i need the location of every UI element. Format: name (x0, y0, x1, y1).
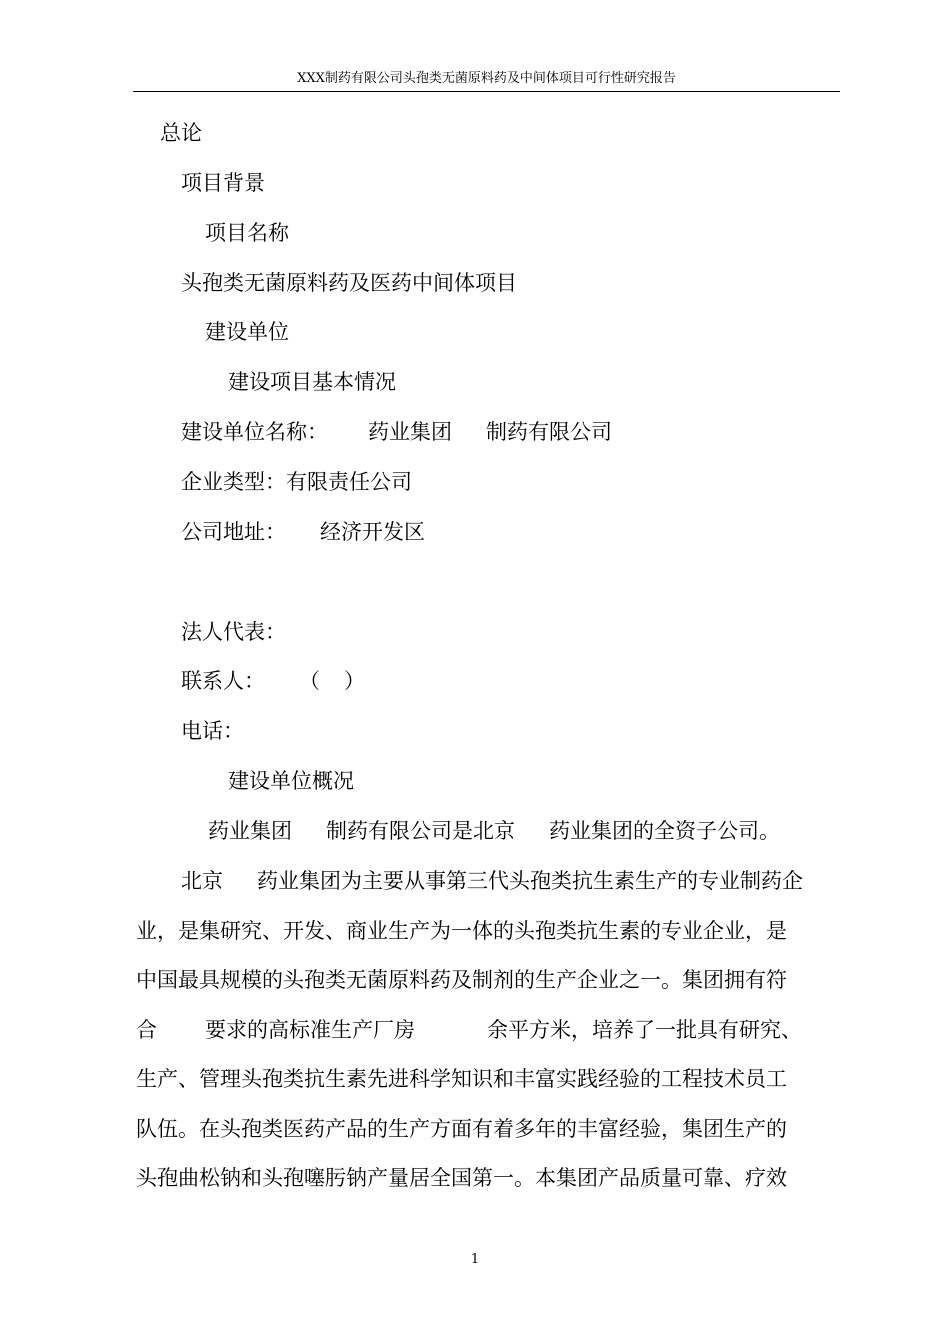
legal-rep-line: 法人代表： (181, 620, 286, 644)
project-name-text: 头孢类无菌原料药及医药中间体项目 (181, 271, 517, 295)
unit-name-label: 建设单位名称： (181, 420, 328, 444)
contact-paren-open: （ (299, 669, 320, 693)
overview-part1: 药业集团 (208, 819, 292, 843)
heading-4-basic-info: 建设项目基本情况 (228, 370, 396, 394)
heading-4-unit-overview: 建设单位概况 (228, 769, 354, 793)
heading-3-project-name: 项目名称 (205, 221, 289, 245)
unit-name-part2: 制药有限公司 (486, 420, 612, 444)
contact-label: 联系人： (181, 669, 265, 693)
paragraph-line-7: 头孢曲松钠和头孢噻肟钠产量居全国第一。本集团产品质量可靠、疗效 (136, 1166, 787, 1190)
address-label: 公司地址： (181, 520, 286, 544)
heading-1: 总论 (160, 121, 202, 145)
phone-line: 电话： (181, 719, 244, 743)
paragraph-line-2: 业，是集研究、开发、商业生产为一体的头孢类抗生素的专业企业，是 (136, 918, 787, 943)
address-value: 经济开发区 (320, 520, 425, 544)
heading-2-project-background: 项目背景 (181, 171, 265, 195)
overview-part3: 药业集团的全资子公司。 (549, 819, 780, 843)
paragraph-line-4: 合 要求的高标准生产厂房 余平方米，培养了一批具有研究、 (136, 1017, 802, 1042)
unit-name-line (181, 420, 612, 444)
enterprise-type-line: 企业类型：有限责任公司 (181, 470, 412, 494)
company-description-paragraph (136, 869, 840, 1216)
paragraph-line-6: 队伍。在头孢类医药产品的生产方面有着多年的丰富经验，集团生产的 (136, 1116, 787, 1141)
contact-paren-close: ） (344, 669, 365, 693)
overview-part2: 制药有限公司是北京 (326, 819, 515, 843)
running-header (133, 72, 840, 92)
contact-line (181, 669, 365, 693)
overview-line (208, 819, 780, 843)
page-number: 1 (470, 1252, 480, 1267)
heading-3-construction-unit: 建设单位 (205, 320, 289, 344)
paragraph-line-1: 北京 药业集团为主要从事第三代头孢类抗生素生产的专业制药企 (181, 869, 803, 893)
unit-name-part1: 药业集团 (368, 420, 452, 444)
paragraph-line-5: 生产、管理头孢类抗生素先进科学知识和丰富实践经验的工程技术员工 (136, 1067, 787, 1091)
address-line (181, 520, 425, 544)
paragraph-line-3: 中国最具规模的头孢类无菌原料药及制剂的生产企业之一。集团拥有符 (136, 968, 787, 992)
header-title: XXX制药有限公司头孢类无菌原料药及中间体项目可行性研究报告 (297, 71, 676, 86)
